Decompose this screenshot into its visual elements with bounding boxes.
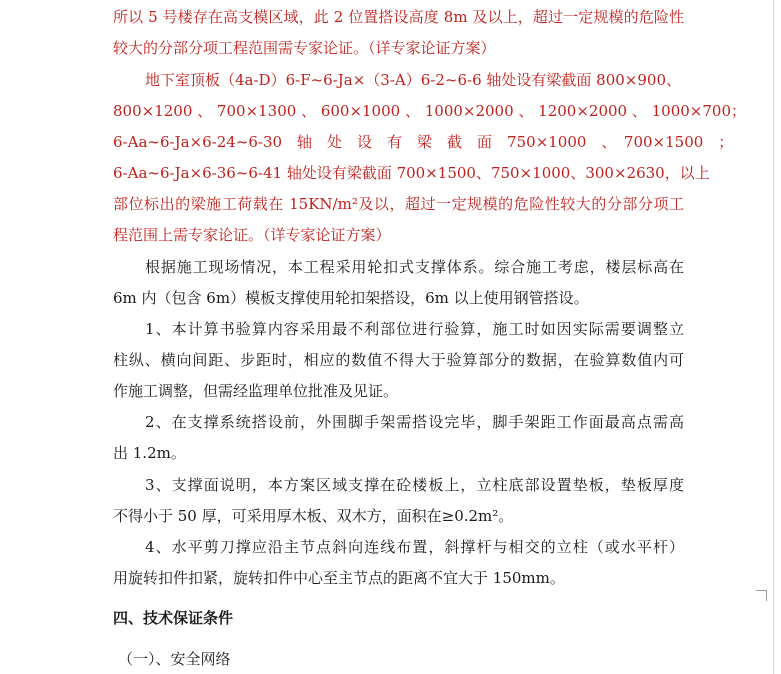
text-line: 1、本计算书验算内容采用最不利部位进行验算，施工时如因实际需要调整立 xyxy=(145,320,684,338)
text-line: 3、支撑面说明，本方案区域支撑在砼楼板上，立柱底部设置垫板，垫板厚度 xyxy=(145,476,684,494)
text-line: 4、水平剪刀撑应沿主节点斜向连线布置，斜撑杆与相交的立柱（或水平杆） xyxy=(145,538,684,556)
text-line: 地下室顶板（4a-D）6-F~6-Ja×（3-A）6-2~6-6 轴处设有梁截面 800×900、 xyxy=(145,71,681,89)
text-line: 6-Aa~6-Ja×6-24~6-30 轴 处 设 有 梁 截 面 750×1000 、 700×1500 ； xyxy=(113,133,734,151)
text-line: 用旋转扣件扣紧，旋转扣件中心至主节点的距离不宜大于 150mm。 xyxy=(113,569,565,587)
section-heading: 四、技术保证条件 xyxy=(113,609,234,627)
text-line: 6m 内（包含 6m）模板支撑使用轮扣架搭设，6m 以上使用钢管搭设。 xyxy=(113,289,589,307)
text-line: 部位标出的梁施工荷载在 15KN/m²及以，超过一定规模的危险性较大的分部分项工 xyxy=(113,195,684,213)
text-line: 出 1.2m。 xyxy=(113,444,186,462)
corner-crop-mark xyxy=(756,590,767,601)
text-line: 程范围上需专家论证。（详专家论证方案） xyxy=(113,226,391,244)
text-line: 作施工调整，但需经监理单位批准及见证。 xyxy=(113,382,399,400)
text-line: 根据施工现场情况，本工程采用轮扣式支撑体系。综合施工考虑，楼层标高在 xyxy=(145,258,684,276)
text-line: 800×1200 、 700×1300 、 600×1000 、 1000×2000 、 1200×2000 、 1000×700； xyxy=(113,102,747,120)
text-line: 较大的分部分项工程范围需专家论证。（详专家论证方案） xyxy=(113,39,496,57)
text-line: 6-Aa~6-Ja×6-36~6-41 轴处设有梁截面 700×1500、750×1000、300×2630，以上 xyxy=(113,164,710,182)
subsection-heading: （一）、安全网络 xyxy=(118,650,231,668)
text-line: 不得小于 50 厚，可采用厚木板、双木方，面积在≥0.2m²。 xyxy=(113,507,514,525)
text-line: 2、在支撑系统搭设前，外围脚手架需搭设完毕，脚手架距工作面最高点需高 xyxy=(145,413,684,431)
text-line: 柱纵、横向间距、步距时，相应的数值不得大于验算部分的数据，在验算数值内可 xyxy=(113,351,684,369)
page-edge-divider xyxy=(773,0,774,674)
text-line: 所以 5 号楼存在高支模区域，此 2 位置搭设高度 8m 及以上，超过一定规模的危险性 xyxy=(113,8,684,26)
